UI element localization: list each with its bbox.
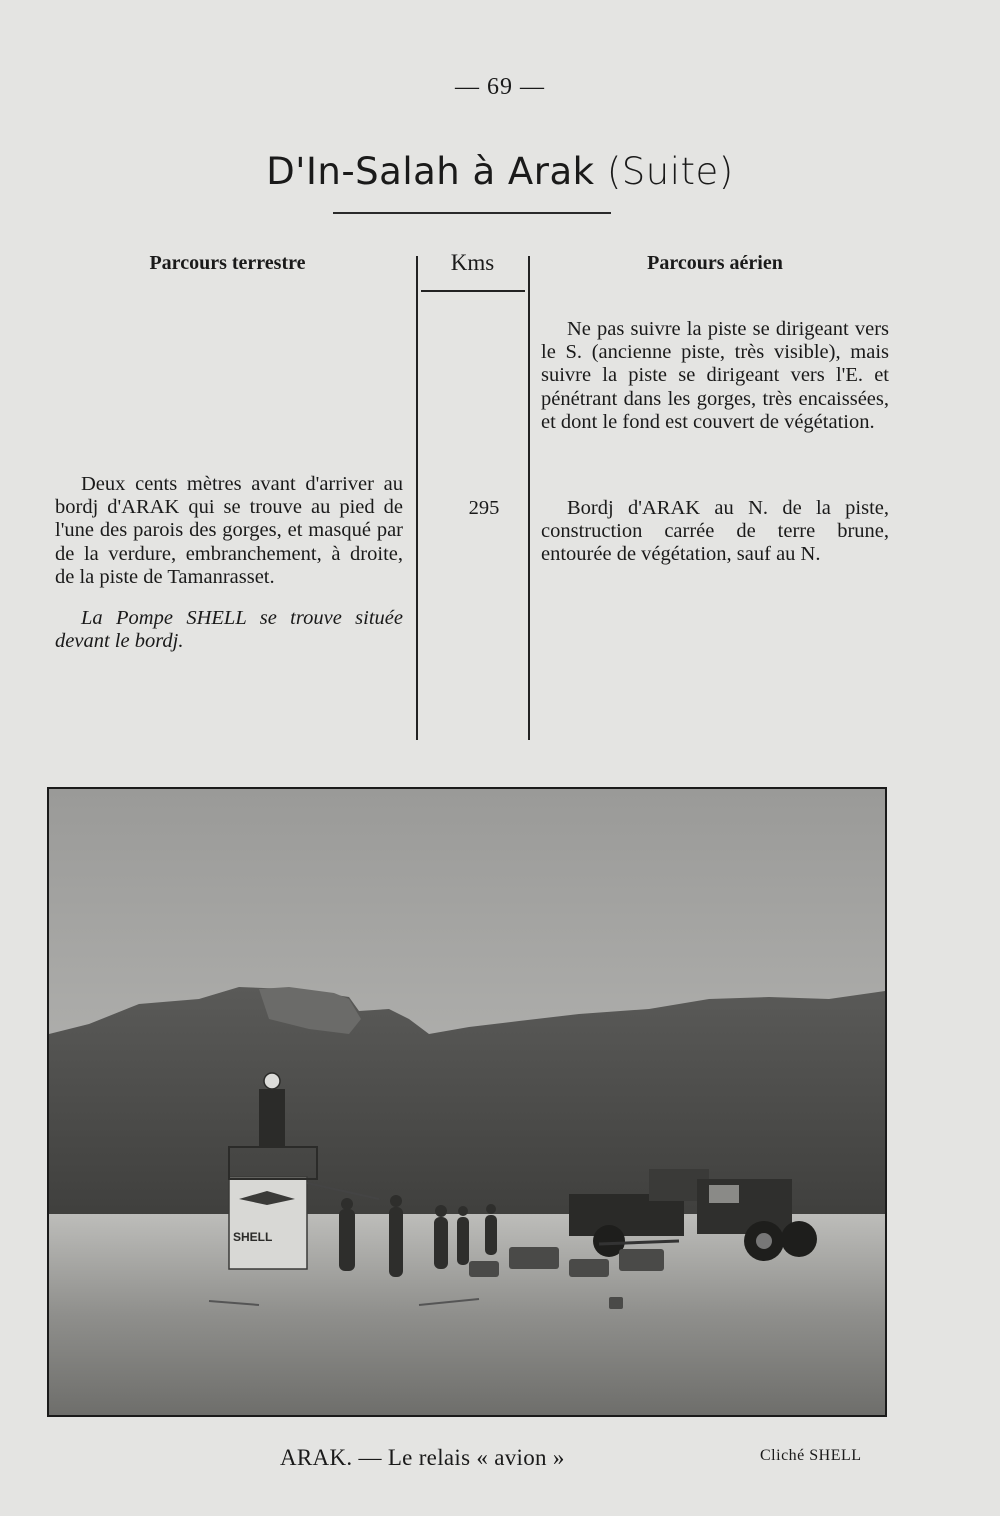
photo-caption: ARAK. — Le relais « avion » — [280, 1445, 565, 1470]
column-divider-left — [416, 256, 418, 740]
title-underline — [333, 212, 611, 214]
km-value: 295 — [468, 497, 500, 519]
aerien-paragraph-2 — [541, 497, 889, 567]
heading-parcours-aerien: Parcours aérien — [647, 252, 783, 274]
kms-underline — [421, 290, 525, 292]
page-number: — 69 — — [455, 74, 545, 100]
photo-credit: Cliché SHELL — [760, 1447, 862, 1464]
shell-sign: SHELL — [233, 1230, 273, 1244]
pompe-shell-note: La Pompe SHELL se trouve située devant le bordj. — [55, 607, 403, 653]
bordj-description: Bordj d'ARAK au N. de la piste, construction carrée de terre brune, entourée de végétation, sauf au N. — [541, 497, 889, 566]
page-title — [0, 150, 1000, 193]
heading-parcours-terrestre: Parcours terrestre — [149, 252, 306, 274]
photo-scene — [49, 789, 885, 1415]
terrestre-text — [55, 473, 403, 653]
title-main: D'In-Salah à Arak — [266, 150, 595, 193]
terrestre-paragraph: Deux cents mètres avant d'arriver au bordj d'ARAK qui se trouve au pied de l'une des parois des gorges, et masqué par de la verdure, embranchement, à droite, de la piste de Tamanrasset. — [55, 473, 403, 588]
heading-kms: Kms — [450, 250, 495, 275]
title-suite: (Suite) — [606, 150, 734, 193]
aerien-instructions: Ne pas suivre la piste se dirigeant vers le S. (ancienne piste, très visible), mais suivre la piste se dirigeant vers l'E. et pénétrant dans les gorges, très encaissées, et dont le fond est couvert de végétation. — [541, 318, 889, 433]
arak-photograph — [47, 787, 887, 1417]
aerien-paragraph-1 — [541, 318, 889, 434]
